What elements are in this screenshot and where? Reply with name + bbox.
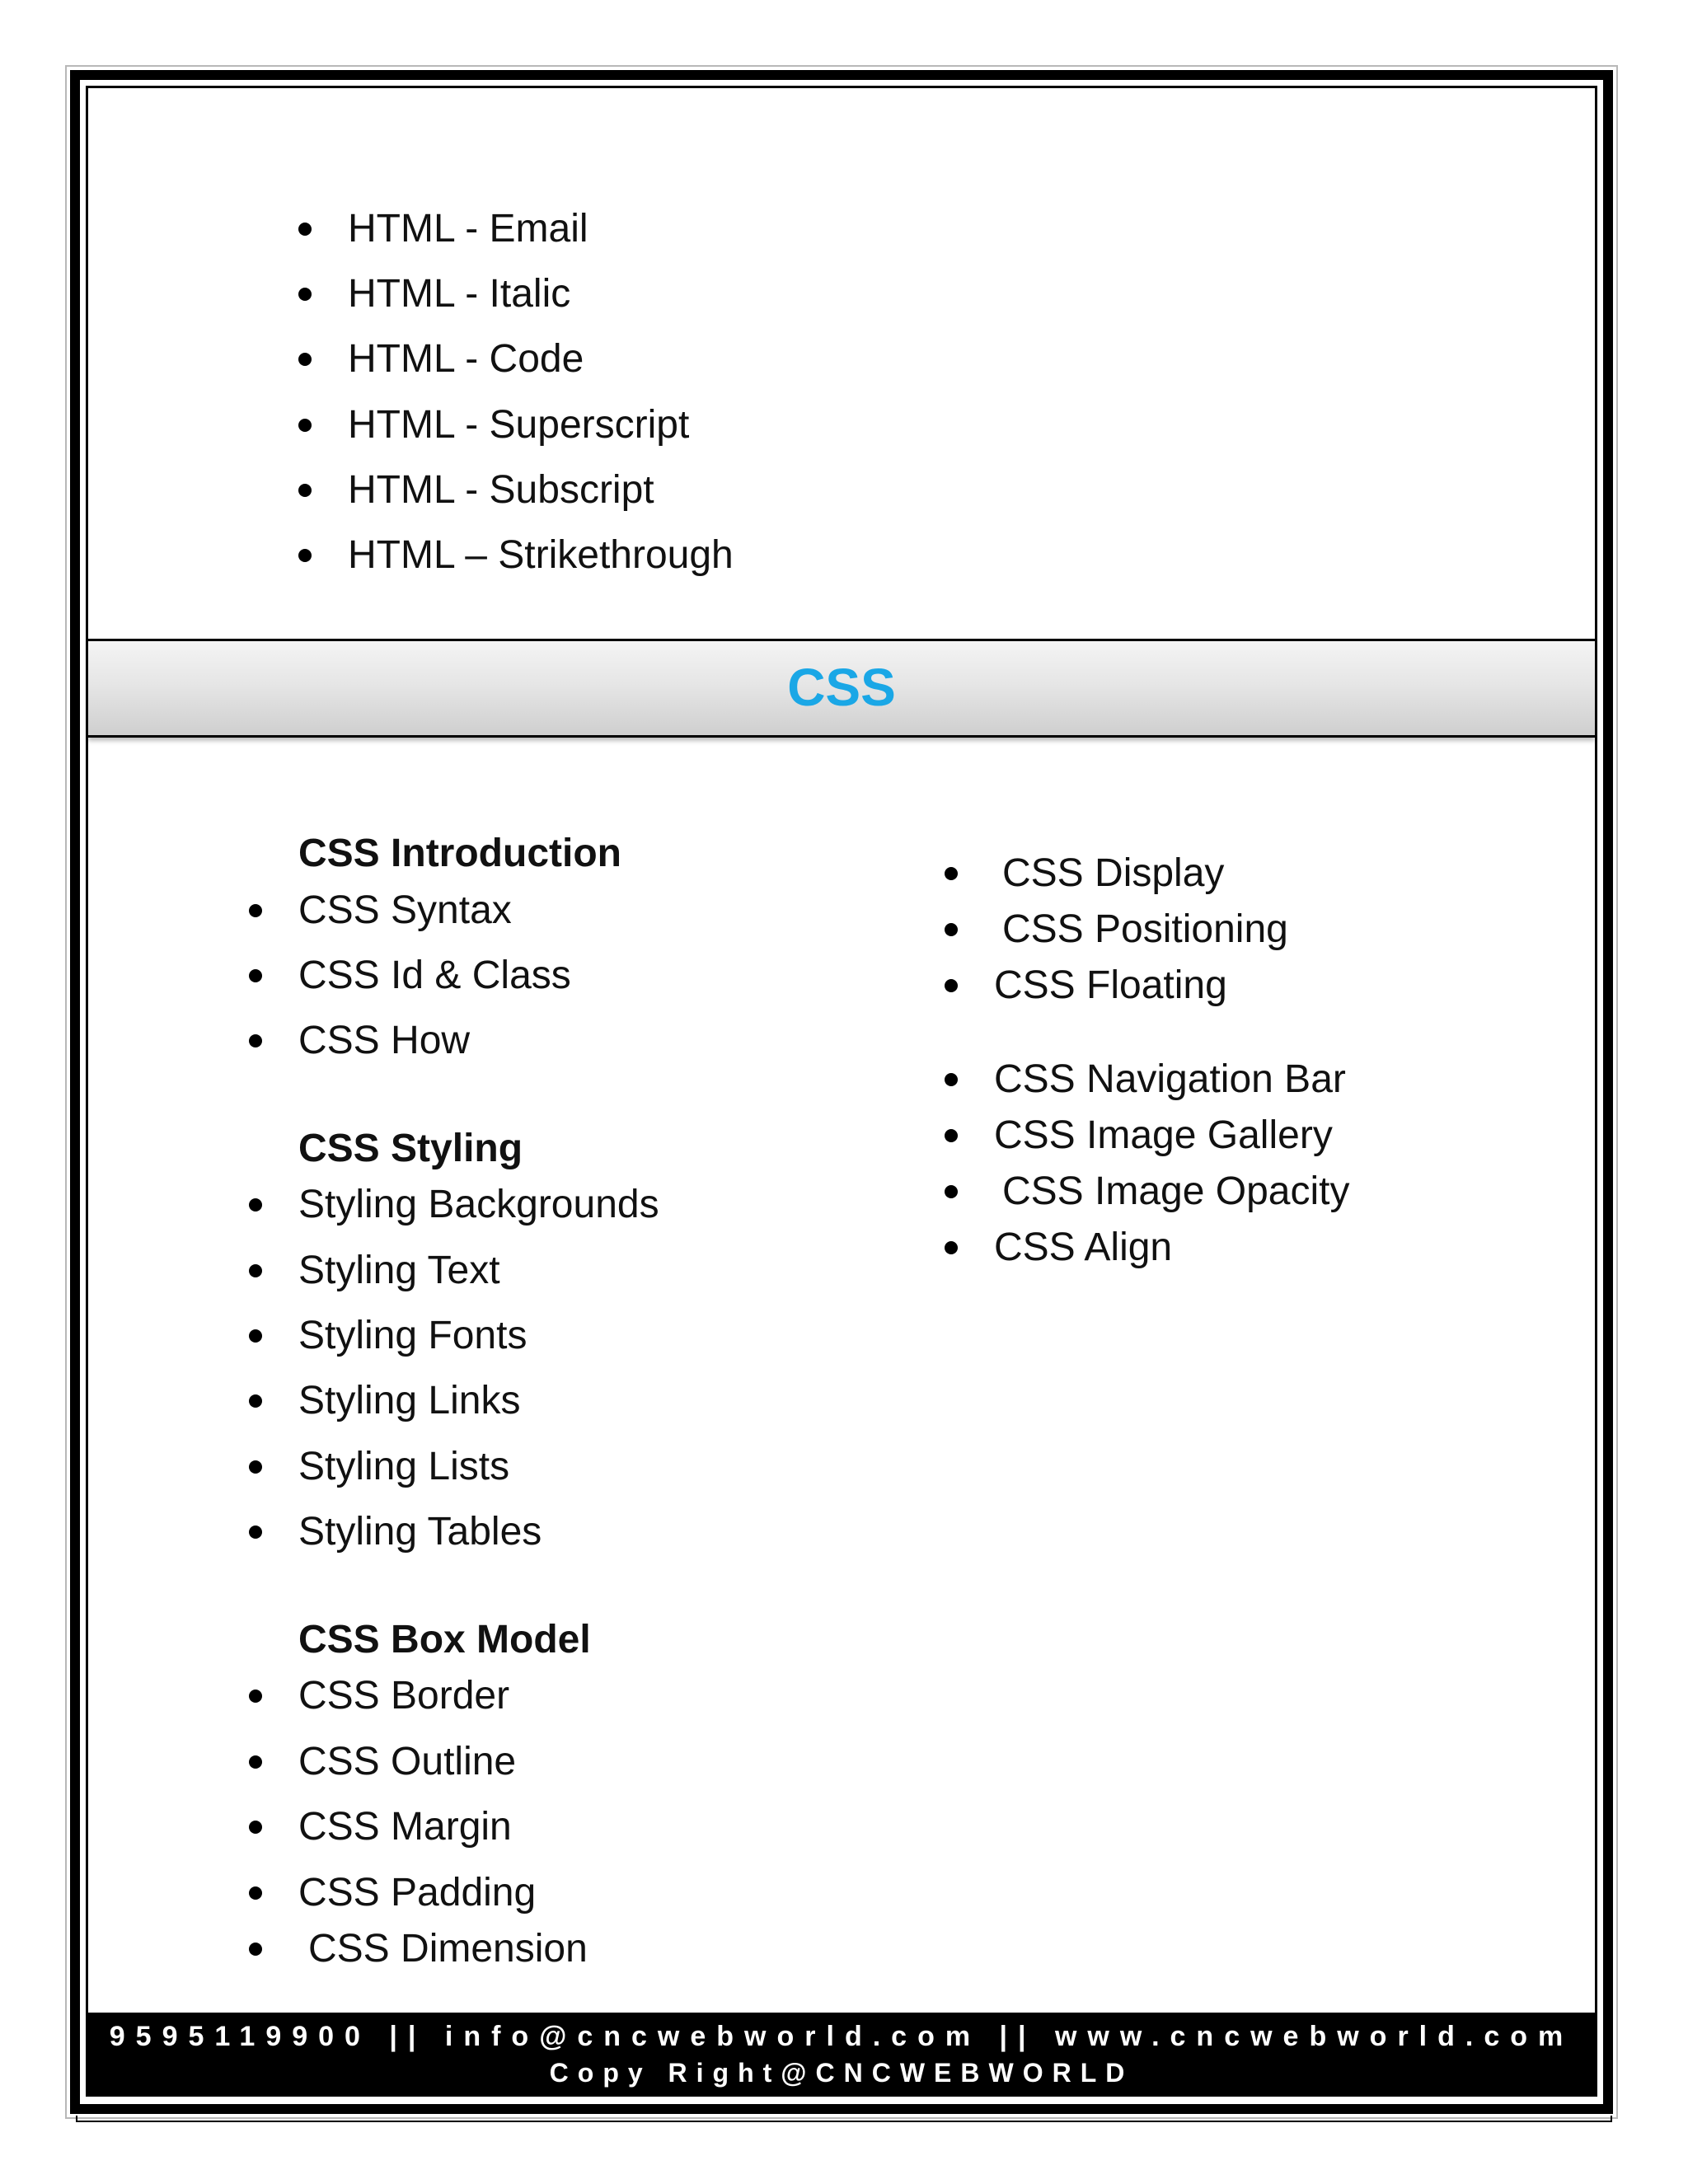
bullet-icon <box>945 867 958 880</box>
bullet-icon <box>249 1526 262 1539</box>
bullet-icon <box>249 969 262 982</box>
bullet-icon <box>249 1821 262 1834</box>
bullet-icon <box>298 549 312 562</box>
bullet-icon <box>945 1129 958 1142</box>
bullet-icon <box>298 484 312 497</box>
bullet-icon <box>945 923 958 936</box>
styling-heading: CSS Styling <box>298 1127 523 1170</box>
bullet-icon <box>249 1690 262 1703</box>
page-footer <box>88 2013 1595 2094</box>
bullet-icon <box>945 1185 958 1198</box>
bullet-icon <box>249 1034 262 1047</box>
bullet-icon <box>249 1460 262 1474</box>
bullet-icon <box>298 223 312 236</box>
bullet-icon <box>298 419 312 432</box>
bullet-icon <box>945 1073 958 1086</box>
bullet-icon <box>298 353 312 366</box>
bullet-icon <box>249 1394 262 1408</box>
bullet-icon <box>945 1241 958 1254</box>
page-border-shadow <box>76 2116 1612 2122</box>
bullet-icon <box>945 979 958 992</box>
bullet-icon <box>249 1329 262 1343</box>
bullet-icon <box>249 1943 262 1956</box>
section-banner <box>88 639 1595 738</box>
footer-contact: 9595119900 || info@cncwebworld.com || www.cncwebworld.com <box>109 2021 1574 2052</box>
bullet-icon <box>249 1886 262 1900</box>
bullet-icon <box>249 1198 262 1212</box>
bullet-icon <box>249 1755 262 1769</box>
bullet-icon <box>298 288 312 301</box>
footer-copyright: Copy Right@CNCWEBWORLD <box>549 2058 1134 2088</box>
bullet-icon <box>249 1264 262 1277</box>
section-title: CSS <box>787 658 896 717</box>
page-border-inner <box>86 86 1597 2097</box>
box-model-heading: CSS Box Model <box>298 1618 591 1661</box>
bullet-icon <box>249 904 262 917</box>
introduction-heading: CSS Introduction <box>298 832 621 875</box>
